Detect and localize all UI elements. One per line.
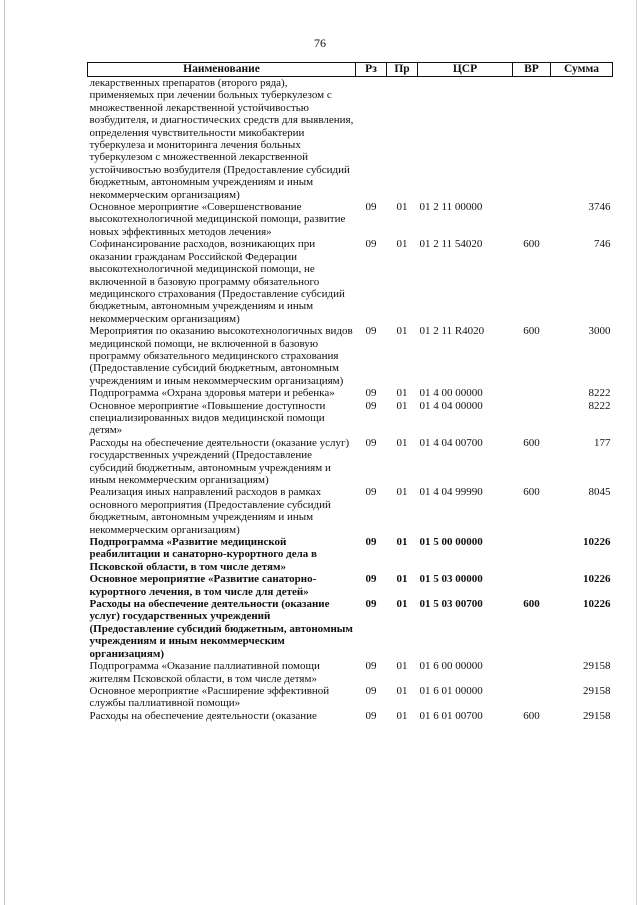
table-row [88,201,613,238]
header-name: Наименование [88,63,356,77]
cell-csr: 01 6 00 00000 [419,660,483,673]
cell-pr: 01 [396,536,408,549]
scan-edge-left [4,0,5,905]
cell-sum: 3000 [588,325,611,338]
header-pr: Пр [387,63,418,77]
cell-csr: 01 4 00 00000 [419,387,483,400]
cell-vr: 600 [523,598,540,611]
cell-sum: 29158 [583,709,611,722]
table-body [88,77,613,723]
cell-vr: 600 [523,709,540,722]
cell-csr: 01 4 04 00700 [419,436,483,449]
cell-name: Расходы на обеспечение деятельности (оказание услуг) государственных учреждений (Предоставление субсидий бюджетным, автономным учреждениям и иным некоммерческим организациям) [89,436,350,486]
cell-csr: 01 5 03 00000 [419,573,483,586]
table-row [88,536,613,573]
table-row [88,573,613,598]
cell-name: Подпрограмма «Развитие медицинской реабилитации и санаторно-курортного дела в Псковской области, в том числе детям» [89,536,317,573]
cell-rz: 09 [365,684,377,697]
header-rz: Рз [356,63,387,77]
cell-vr [513,400,551,437]
cell-pr: 01 [396,573,408,586]
table-row [88,486,613,536]
cell-rz: 09 [365,399,377,412]
cell-vr [513,77,551,202]
cell-name: Основное мероприятие «Развитие санаторно-курортного лечения, в том числе для детей» [89,573,317,598]
cell-csr: 01 2 11 00000 [419,201,483,214]
cell-sum: 10226 [583,573,611,586]
cell-rz: 09 [365,325,377,338]
cell-pr: 01 [396,660,408,673]
cell-pr: 01 [396,201,408,214]
cell-vr [513,685,551,710]
cell-name: Расходы на обеспечение деятельности (оказание [89,709,317,722]
cell-rz: 09 [365,387,377,400]
cell-pr: 01 [396,238,408,251]
cell-pr: 01 [396,486,408,499]
cell-csr: 01 2 11 R4020 [419,325,485,338]
cell-vr: 600 [523,238,540,251]
cell-pr: 01 [396,684,408,697]
cell-sum: 10226 [583,536,611,549]
cell-rz: 09 [365,201,377,214]
cell-rz [356,77,387,202]
cell-csr [418,77,513,202]
cell-rz: 09 [365,573,377,586]
cell-pr: 01 [396,387,408,400]
table-row [88,660,613,685]
cell-sum: 8045 [588,486,611,499]
cell-sum: 8222 [588,387,611,400]
cell-pr [387,77,418,202]
cell-vr [513,387,551,399]
cell-rz: 09 [365,238,377,251]
cell-vr: 600 [523,325,540,338]
table-row [88,238,613,325]
table-row [88,437,613,487]
cell-name: Софинансирование расходов, возникающих при оказании гражданам Российской Федерации высокотехнологичной медицинской помощи, не включенной в базовую программу обязательного медицинского страхования (Предоставление субсидий бюджетным, автономным учреждениям и иным некоммерческим организациям) [89,238,345,325]
cell-vr: 600 [523,486,540,499]
cell-vr [513,536,551,573]
cell-csr: 01 6 01 00700 [419,709,483,722]
cell-name: Мероприятия по оказанию высокотехнологичных видов медицинской помощи, не включенной в базовую программу обязательного медицинского страхования (Предоставление субсидий бюджетным, автономным учреждениям и иным некоммерческим организациям) [89,325,353,387]
cell-name: Основное мероприятие «Повышение доступности специализированных видов медицинской помощи детям» [89,399,326,437]
cell-csr: 01 2 11 54020 [419,238,483,251]
cell-vr: 600 [523,436,540,449]
cell-csr: 01 4 04 00000 [419,399,483,412]
cell-sum: 8222 [588,399,611,412]
cell-name: Подпрограмма «Охрана здоровья матери и ребенка» [89,387,335,400]
page-number: 76 [314,36,326,50]
table-row [88,387,613,399]
table-row [88,598,613,660]
cell-sum: 29158 [583,660,611,673]
cell-pr: 01 [396,598,408,611]
cell-csr: 01 6 01 00000 [419,684,483,697]
cell-name: Реализация иных направлений расходов в рамках основного мероприятия (Предоставление субсидий бюджетным, автономным учреждениям и иным некоммерческим организациям) [89,486,331,536]
table-row [88,400,613,437]
budget-table [87,62,613,722]
table-row [88,710,613,722]
table-row [88,325,613,387]
header-vr: ВР [513,63,551,77]
cell-csr: 01 4 04 99990 [419,486,483,499]
header-sum: Сумма [551,63,613,77]
cell-rz: 09 [365,436,377,449]
cell-sum: 3746 [588,201,611,214]
cell-pr: 01 [396,399,408,412]
cell-pr: 01 [396,436,408,449]
cell-csr: 01 5 03 00700 [419,598,483,611]
cell-name: Основное мероприятие «Расширение эффективной службы паллиативной помощи» [89,684,330,710]
cell-vr [513,573,551,598]
cell-sum: 29158 [583,684,611,697]
cell-rz: 09 [365,709,377,722]
cell-rz: 09 [365,660,377,673]
cell-rz: 09 [365,486,377,499]
cell-pr: 01 [396,709,408,722]
cell-vr [513,660,551,685]
cell-sum: 10226 [583,598,611,611]
cell-rz: 09 [365,536,377,549]
cell-csr: 01 5 00 00000 [419,536,483,549]
cell-sum [551,77,613,202]
cell-vr [513,201,551,238]
table-row [88,77,613,202]
table-row [88,685,613,710]
cell-name: лекарственных препаратов (второго ряда), применяемых при лечении больных туберкулезом с множественной лекарственной устойчивостью возбудителя, и диагностических средств для выявления, определения чувствительности микобактерии туберкулеза и мониторинга лечения больных туберкулезом с множественной лекарственной устойчивостью возбудителя (Предоставление субсидий бюджетным, автономным учреждениям и иным некоммерческим организациям) [89,77,354,201]
scan-edge-right [636,0,637,905]
cell-name: Расходы на обеспечение деятельности (оказание услуг) государственных учреждений (Предоставление субсидий бюджетным, автономным учреждениям и иным некоммерческим организациям) [89,598,353,660]
header-csr: ЦСР [418,63,513,77]
cell-pr: 01 [396,325,408,338]
table-header-row [88,63,613,77]
cell-sum: 177 [594,436,611,449]
cell-rz: 09 [365,598,377,611]
cell-name: Подпрограмма «Оказание паллиативной помощи жителям Псковской области, в том числе детям» [89,660,320,685]
cell-name: Основное мероприятие «Совершенствование высокотехнологичной медицинской помощи, развитие новых эффективных методов лечения» [89,201,346,238]
cell-sum: 746 [594,238,611,251]
